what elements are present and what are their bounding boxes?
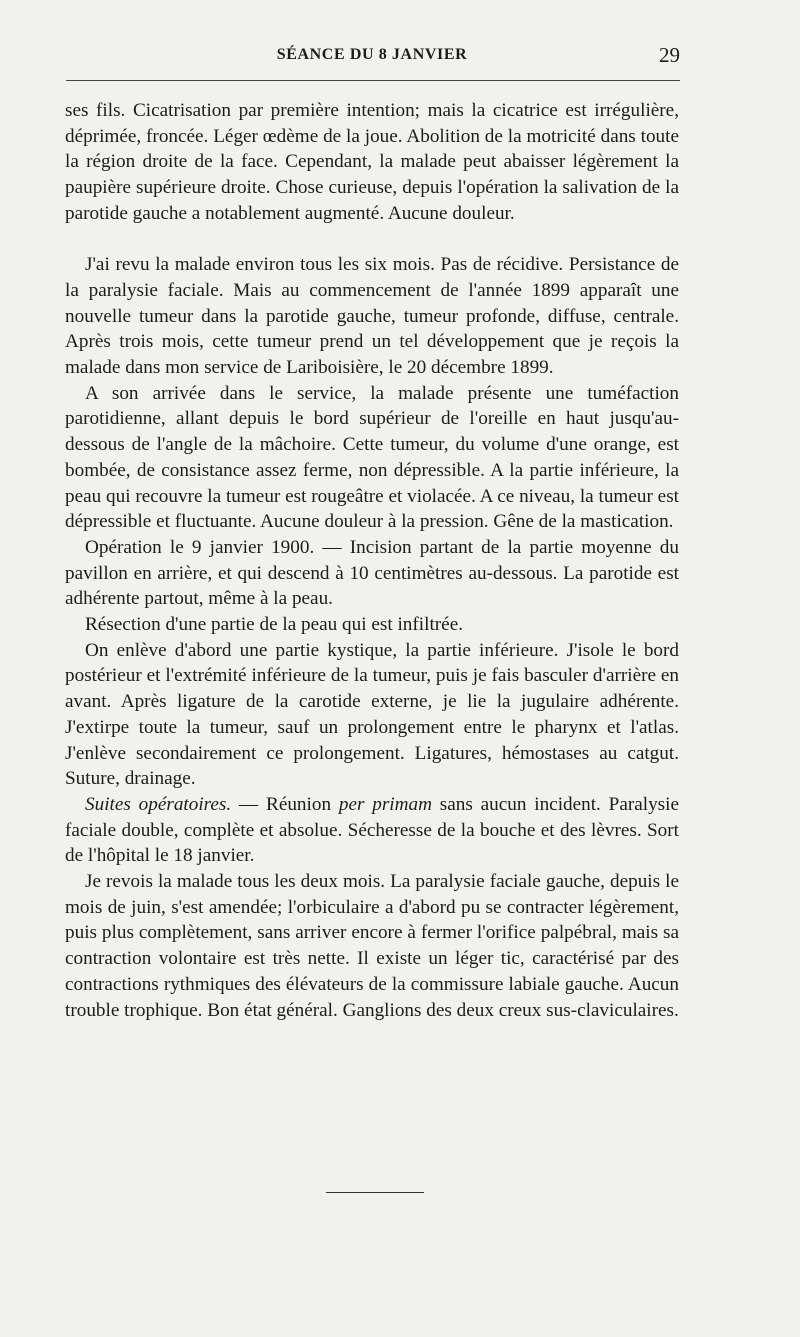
paragraph-1: ses fils. Cicatrisation par première intention; mais la cicatrice est irrégulière, déprimée, froncée. Léger œdème de la joue. Abolition de la motricité dans toute la région droite de la face. Cependant, la malade peut abaisser légèrement la paupière supérieure droite. Chose curieuse, depuis l'opération la salivation de la parotide gauche a notablement augmenté. Aucune douleur. <box>65 100 679 224</box>
paragraph-7-body: sans aucun incident. Paralysie faciale double, complète et absolue. Sécheresse de la bouche et des lèvres. Sort de l'hôpital le 18 janvier. <box>65 793 679 867</box>
paragraph-2: J'ai revu la malade environ tous les six mois. Pas de récidive. Persistance de la paralysie faciale. Mais au commencement de l'année 1899 apparaît une nouvelle tumeur dans la parotide gauche, tumeur profonde, diffuse, centrale. Après trois mois, cette tumeur prend un tel développement que je reçois la malade dans mon service de Lariboisière, le 20 décembre 1899. <box>65 254 679 379</box>
paragraph-7-connector: — Réunion <box>231 793 339 815</box>
paragraph-3: A son arrivée dans le service, la malade présente une tuméfaction parotidienne, allant depuis le bord supérieur de l'oreille en haut jusqu'au-dessous de l'angle de la mâchoire. Cette tumeur, du volume d'une orange, est bombée, de consistance assez ferme, non dépressible. A la partie inférieure, la peau qui recouvre la tumeur est rougeâtre et violacée. A ce niveau, la tumeur est dépressible et fluctuante. Aucune douleur à la pression. Gêne de la mastication. <box>65 382 679 533</box>
body-text <box>65 98 679 1023</box>
closing-rule <box>326 1192 424 1193</box>
paragraph-7-lead: Suites opératoires. <box>85 793 232 815</box>
paragraph-5: Résection d'une partie de la peau qui est infiltrée. <box>85 614 464 636</box>
paragraph-8: Je revois la malade tous les deux mois. La paralysie faciale gauche, depuis le mois de juin, s'est amendée; l'orbiculaire a d'abord pu se contracter légèrement, puis plus complètement, sans arriver encore à fermer l'orifice palpébral, mais sa contraction volontaire est très nette. Il existe un léger tic, caractérisé par des contractions rythmiques des élévateurs de la commissure labiale gauche. Aucun trouble trophique. Bon état général. Ganglions des deux creux sus-claviculaires. <box>65 871 679 1021</box>
paragraph-7-latin: per primam <box>338 793 432 815</box>
header-rule <box>66 80 680 81</box>
page-number: 29 <box>659 43 680 67</box>
paragraph-4: Opération le 9 janvier 1900. — Incision partant de la partie moyenne du pavillon en arrière, et qui descend à 10 centimètres au-dessous. La parotide est adhérente partout, même à la peau. <box>65 536 679 610</box>
running-title: SÉANCE DU 8 JANVIER <box>276 46 468 63</box>
running-head <box>64 43 680 70</box>
paragraph-7 <box>65 792 679 869</box>
paragraph-6: On enlève d'abord une partie kystique, la partie inférieure. J'isole le bord postérieur et l'extrémité inférieure de la tumeur, puis je fais basculer d'arrière en avant. Après ligature de la carotide externe, je lie la jugulaire adhérente. J'extirpe toute la tumeur, sauf un prolongement entre le pharynx et l'atlas. J'enlève secondairement ce prolongement. Ligatures, hémostases au catgut. Suture, drainage. <box>65 639 679 790</box>
